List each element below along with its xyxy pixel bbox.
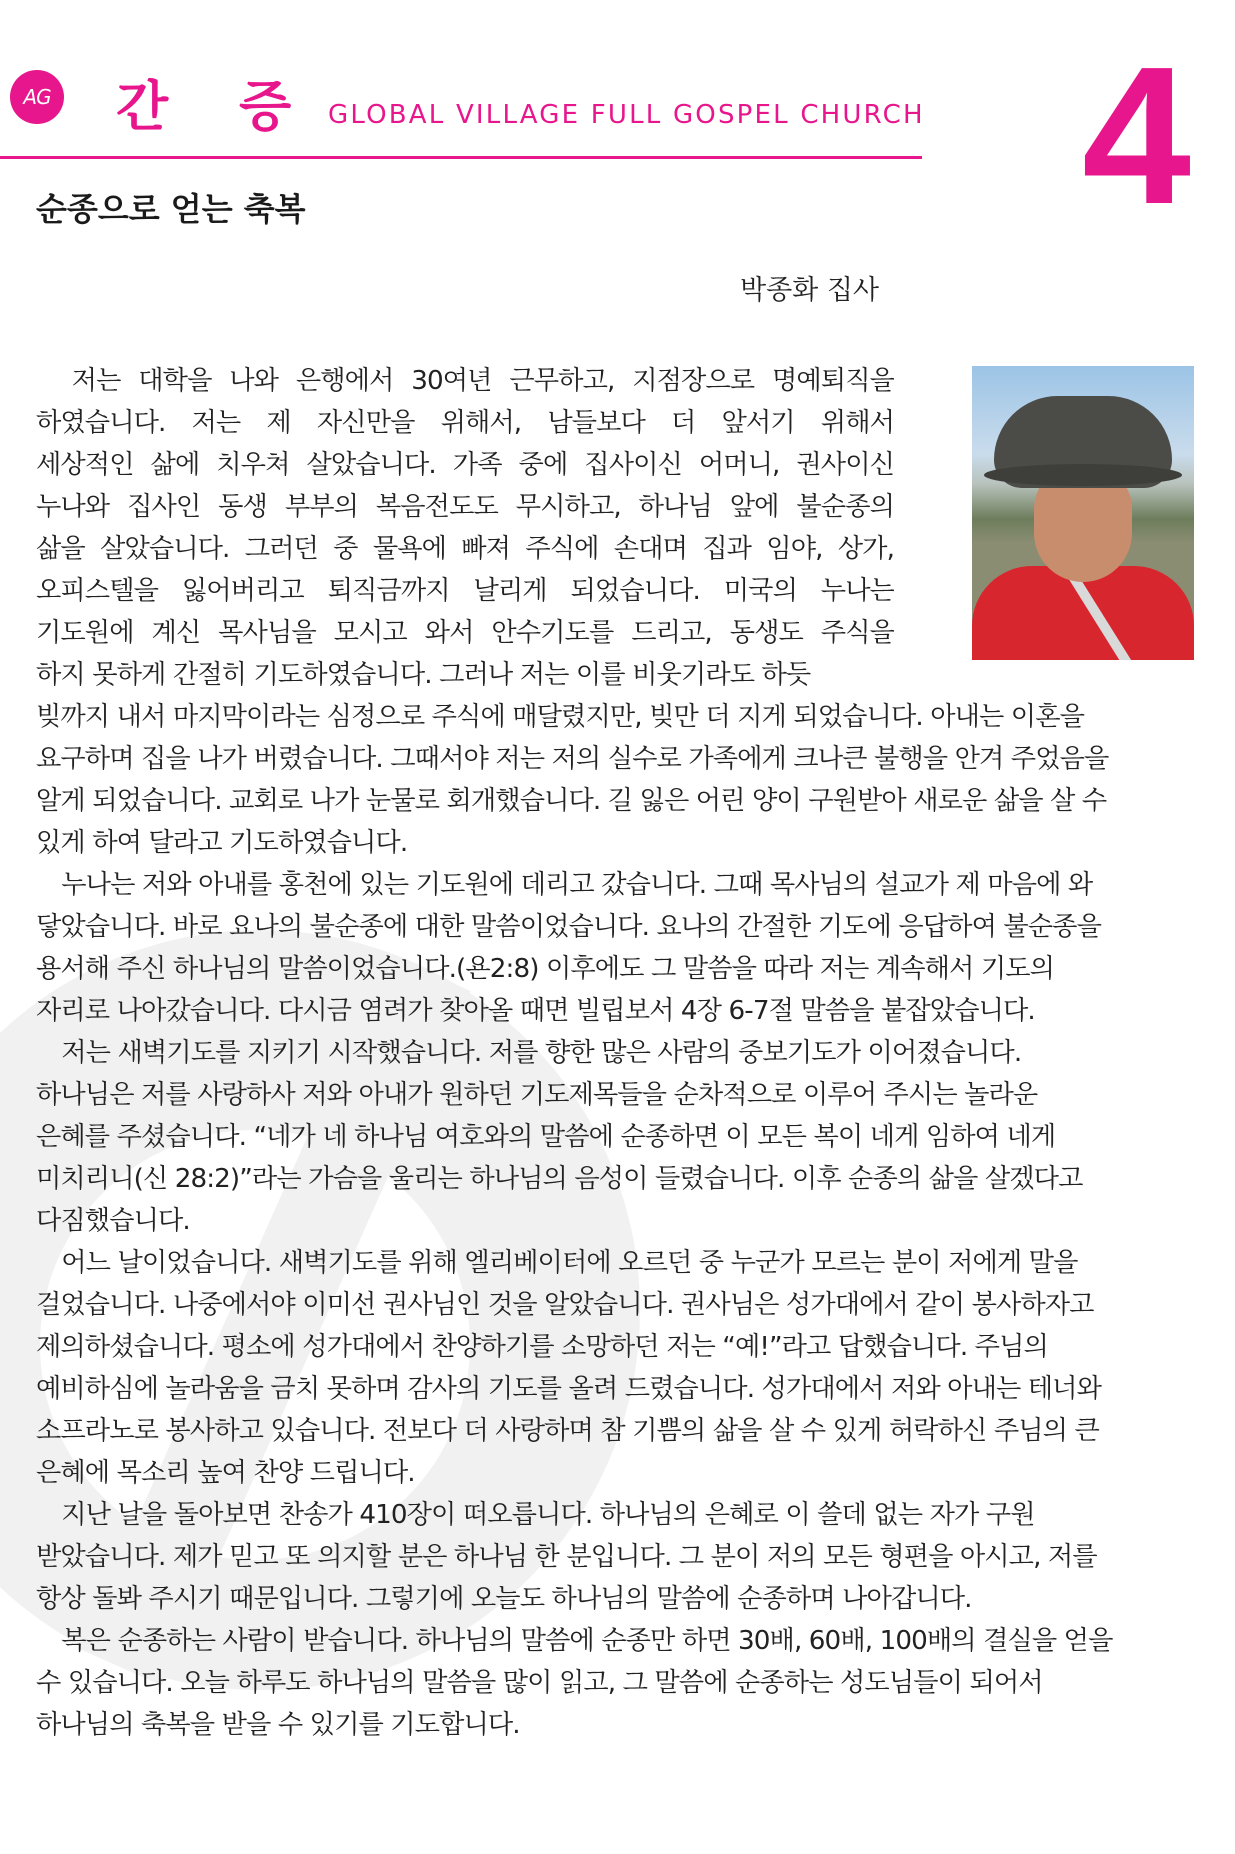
body-line: 세상적인 삶에 치우쳐 살았습니다. 가족 중에 집사이신 어머니, 권사이신 bbox=[36, 450, 894, 480]
body-line: 수 있습니다. 오늘 하루도 하나님의 말씀을 많이 읽고, 그 말씀에 순종하는 성도님들이 되어서 bbox=[36, 1668, 1043, 1698]
body-line: 삶을 살았습니다. 그러던 중 물욕에 빠져 주식에 손대며 집과 임야, 상가, bbox=[36, 534, 894, 564]
article-title: 순종으로 얻는 축복 bbox=[36, 190, 306, 228]
body-line: 있게 하여 달라고 기도하였습니다. bbox=[36, 828, 408, 858]
body-line: 누나와 집사인 동생 부부의 복음전도도 무시하고, 하나님 앞에 불순종의 bbox=[36, 492, 894, 522]
body-line: 걸었습니다. 나중에서야 이미선 권사님인 것을 알았습니다. 권사님은 성가대에서 같이 봉사하자고 bbox=[36, 1290, 1094, 1320]
body-line: 제의하셨습니다. 평소에 성가대에서 찬양하기를 소망하던 저는 “예!”라고 답했습니다. 주님의 bbox=[36, 1332, 1048, 1362]
body-line: 하였습니다. 저는 제 자신만을 위해서, 남들보다 더 앞서기 위해서 bbox=[36, 408, 894, 438]
section-title: 간 증 bbox=[116, 75, 318, 138]
page-number: 4 bbox=[1082, 26, 1192, 245]
body-line: 다짐했습니다. bbox=[36, 1206, 190, 1236]
body-line: 미치리니(신 28:2)”라는 가슴을 울리는 하나님의 음성이 들렸습니다. 이후 순종의 삶을 살겠다고 bbox=[36, 1164, 1083, 1194]
church-name: GLOBAL VILLAGE FULL GOSPEL CHURCH bbox=[328, 100, 925, 130]
body-line: 닿았습니다. 바로 요나의 불순종에 대한 말씀이었습니다. 요나의 간절한 기도에 응답하여 불순종을 bbox=[36, 912, 1101, 942]
body-line: 저는 대학을 나와 은행에서 30여년 근무하고, 지점장으로 명예퇴직을 bbox=[36, 366, 894, 396]
body-line: 어느 날이었습니다. 새벽기도를 위해 엘리베이터에 오르던 중 누군가 모르는 분이 저에게 말을 bbox=[36, 1248, 1078, 1278]
body-line: 하지 못하게 간절히 기도하였습니다. 그러나 저는 이를 비웃기라도 하듯 bbox=[36, 660, 811, 690]
body-line: 예비하심에 놀라움을 금치 못하며 감사의 기도를 올려 드렸습니다. 성가대에서 저와 아내는 테너와 bbox=[36, 1374, 1101, 1404]
body-line: 받았습니다. 제가 믿고 또 의지할 분은 하나님 한 분입니다. 그 분이 저의 모든 형편을 아시고, 저를 bbox=[36, 1542, 1097, 1572]
article-author: 박종화 집사 bbox=[740, 275, 879, 306]
church-logo-icon: AG bbox=[10, 70, 64, 124]
body-line: 은혜를 주셨습니다. “네가 네 하나님 여호와의 말씀에 순종하면 이 모든 복이 네게 임하여 네게 bbox=[36, 1122, 1056, 1152]
page-header bbox=[0, 60, 940, 160]
body-line: 알게 되었습니다. 교회로 나가 눈물로 회개했습니다. 길 잃은 어린 양이 구원받아 새로운 삶을 살 수 bbox=[36, 786, 1107, 816]
body-line: 빚까지 내서 마지막이라는 심정으로 주식에 매달렸지만, 빚만 더 지게 되었습니다. 아내는 이혼을 bbox=[36, 702, 1085, 732]
body-line: 하나님의 축복을 받을 수 있기를 기도합니다. bbox=[36, 1710, 520, 1740]
body-line: 복은 순종하는 사람이 받습니다. 하나님의 말씀에 순종만 하면 30배, 60배, 100배의 결실을 얻을 bbox=[36, 1626, 1113, 1656]
body-line: 하나님은 저를 사랑하사 저와 아내가 원하던 기도제목들을 순차적으로 이루어 주시는 놀라운 bbox=[36, 1080, 1038, 1110]
body-line: 누나는 저와 아내를 홍천에 있는 기도원에 데리고 갔습니다. 그때 목사님의 설교가 제 마음에 와 bbox=[36, 870, 1093, 900]
body-line: 지난 날을 돌아보면 찬송가 410장이 떠오릅니다. 하나님의 은혜로 이 쓸데 없는 자가 구원 bbox=[36, 1500, 1035, 1530]
body-line: 요구하며 집을 나가 버렸습니다. 그때서야 저는 저의 실수로 가족에게 크나큰 불행을 안겨 주었음을 bbox=[36, 744, 1109, 774]
body-line: 용서해 주신 하나님의 말씀이었습니다.(욘2:8) 이후에도 그 말씀을 따라 저는 계속해서 기도의 bbox=[36, 954, 1055, 984]
body-line: 기도원에 계신 목사님을 모시고 와서 안수기도를 드리고, 동생도 주식을 bbox=[36, 618, 894, 648]
body-line: 소프라노로 봉사하고 있습니다. 전보다 더 사랑하며 참 기쁨의 삶을 살 수 있게 허락하신 주님의 큰 bbox=[36, 1416, 1099, 1446]
header-divider bbox=[0, 156, 922, 159]
body-line: 항상 돌봐 주시기 때문입니다. 그렇기에 오늘도 하나님의 말씀에 순종하며 나아갑니다. bbox=[36, 1584, 972, 1614]
body-line: 오피스텔을 잃어버리고 퇴직금까지 날리게 되었습니다. 미국의 누나는 bbox=[36, 576, 894, 606]
body-line: 은혜에 목소리 높여 찬양 드립니다. bbox=[36, 1458, 415, 1488]
article-body bbox=[36, 360, 1196, 1746]
body-line: 저는 새벽기도를 지키기 시작했습니다. 저를 향한 많은 사람의 중보기도가 이어졌습니다. bbox=[36, 1038, 1022, 1068]
body-line: 자리로 나아갔습니다. 다시금 염려가 찾아올 때면 빌립보서 4장 6-7절 말씀을 붙잡았습니다. bbox=[36, 996, 1035, 1026]
